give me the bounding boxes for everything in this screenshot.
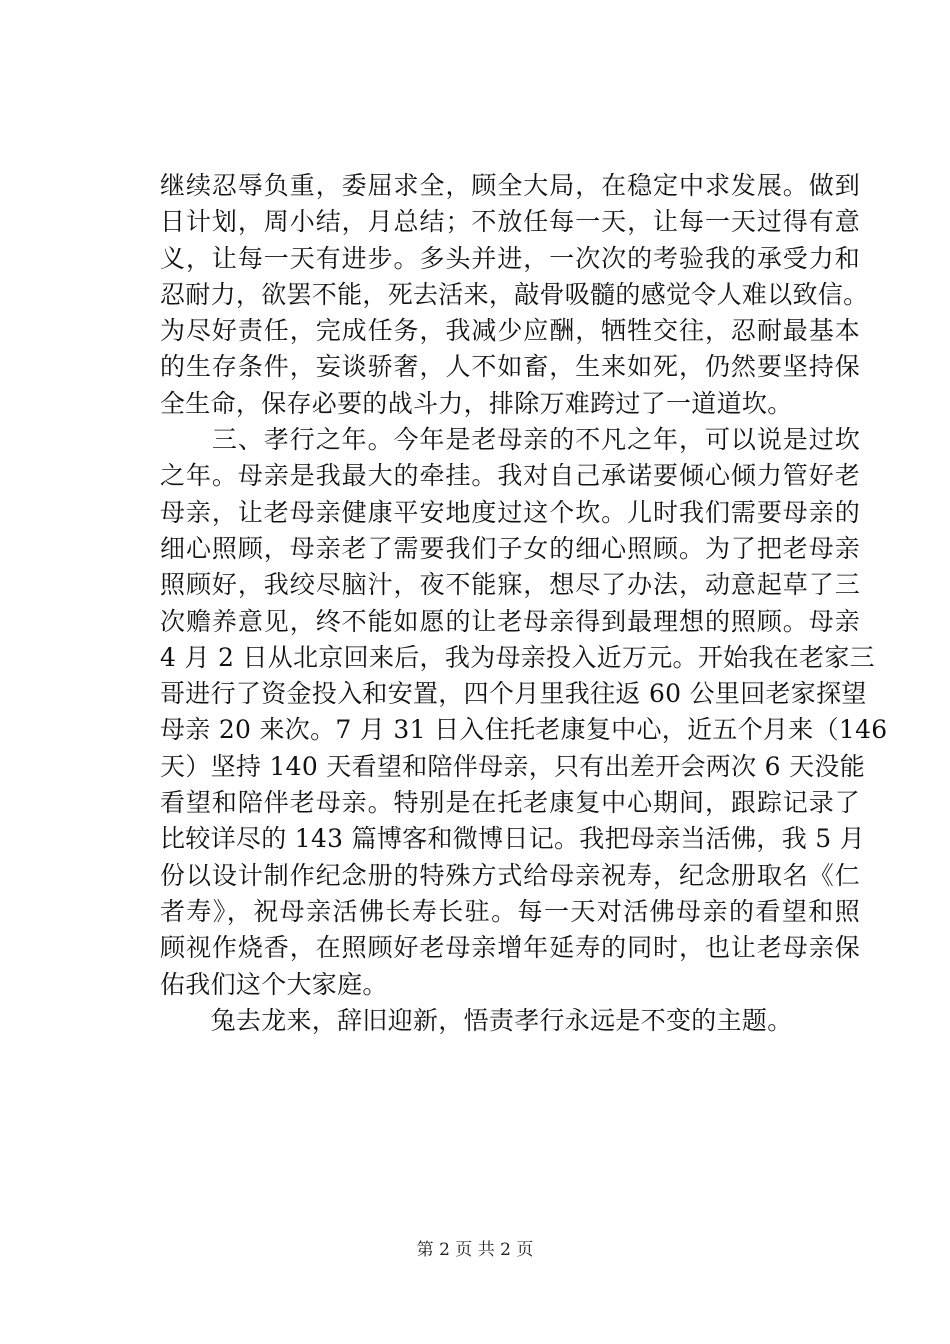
text-line: 为尽好责任，完成任务，我减少应酬，牺牲交往，忍耐最基本 (160, 316, 860, 346)
text-line: 兔去龙来，辞旧迎新，悟责孝行永远是不变的主题。 (160, 1005, 793, 1035)
text-line: 日计划，周小结，月总结；不放任每一天，让每一天过得有意 (160, 207, 860, 237)
page-footer: 第 2 页 共 2 页 (416, 1240, 534, 1260)
text-line: 天）坚持 140 天看望和陪伴母亲，只有出差开会两次 6 天没能 (160, 751, 866, 781)
body-text (160, 168, 888, 1039)
text-line: 之年。母亲是我最大的牵挂。我对自己承诺要倾心倾力管好老 (160, 461, 860, 491)
text-line: 义，让每一天有进步。多头并进，一次次的考验我的承受力和 (160, 243, 860, 273)
text-line: 忍耐力，欲罢不能，死去活来，敲骨吸髓的感觉令人难以致信。 (160, 279, 869, 309)
text-line: 继续忍辱负重，委屈求全，顾全大局，在稳定中求发展。做到 (160, 171, 860, 200)
text-line: 哥进行了资金投入和安置，四个月里我往返 60 公里回老家探望 (160, 679, 867, 709)
text-line: 全生命，保存必要的战斗力，排除万难跨过了一道道坎。 (160, 388, 793, 418)
text-line: 照顾好，我绞尽脑汁，夜不能寐，想尽了办法，动意起草了三 (160, 570, 860, 600)
text-line: 佑我们这个大家庭。 (160, 969, 388, 999)
text-line: 母亲 20 来次。7 月 31 日入住托老康复中心，近五个月来（146 (160, 715, 888, 745)
text-line: 母亲，让老母亲健康平安地度过这个坎。儿时我们需要母亲的 (160, 497, 860, 527)
text-line: 者寿》，祝母亲活佛长寿长驻。每一天对活佛母亲的看望和照 (160, 896, 860, 926)
text-line: 三、孝行之年。今年是老母亲的不凡之年，可以说是过坎 (160, 425, 860, 455)
text-line: 次赡养意见，终不能如愿的让老母亲得到最理想的照顾。母亲 (160, 606, 860, 636)
text-line: 份以设计制作纪念册的特殊方式给母亲祝寿，纪念册取名《仁 (160, 860, 860, 890)
text-line: 看望和陪伴老母亲。特别是在托老康复中心期间，跟踪记录了 (160, 788, 860, 818)
text-line: 细心照顾，母亲老了需要我们子女的细心照顾。为了把老母亲 (160, 533, 860, 563)
text-line: 的生存条件，妄谈骄奢，人不如畜，生来如死，仍然要坚持保 (160, 352, 860, 382)
text-line: 比较详尽的 143 篇博客和微博日记。我把母亲当活佛，我 5 月 (160, 824, 866, 854)
text-line: 4 月 2 日从北京回来后，我为母亲投入近万元。开始我在老家三 (160, 642, 875, 672)
text-line: 顾视作烧香，在照顾好老母亲增年延寿的同时，也让老母亲保 (160, 933, 860, 963)
